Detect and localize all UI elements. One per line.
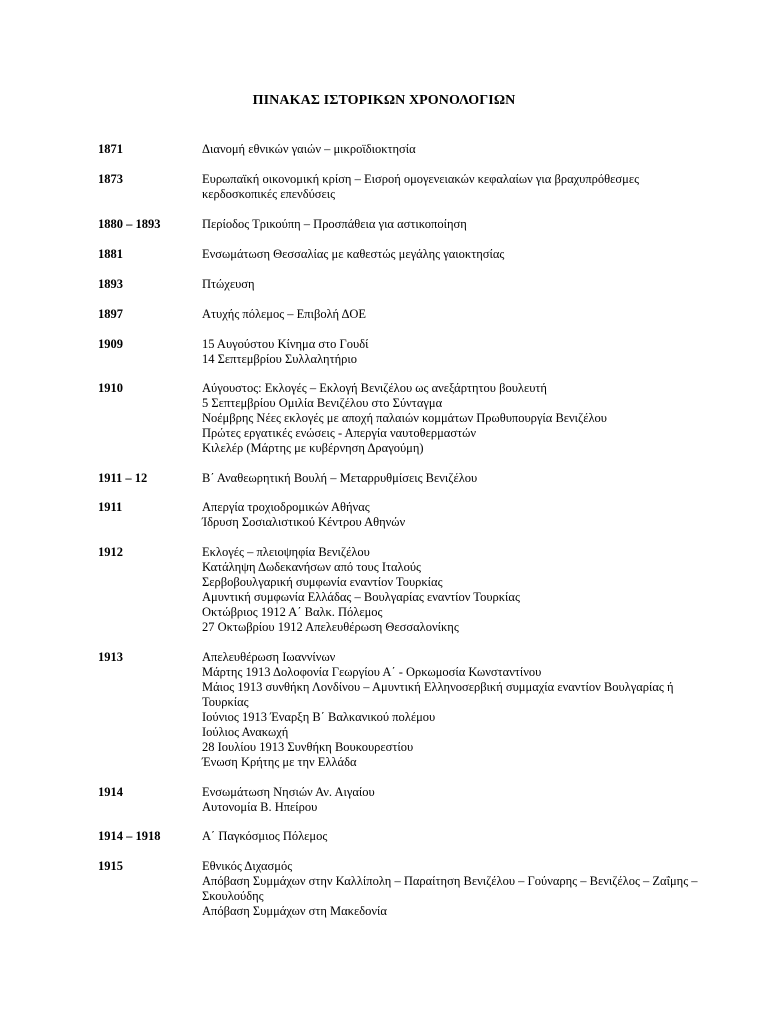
event-line: Απεργία τροχιοδρομικών Αθήνας — [202, 500, 370, 514]
entry-events — [202, 650, 712, 770]
event-line: 27 Οκτωβρίου 1912 Απελευθέρωση Θεσσαλονίκης — [202, 620, 459, 634]
entry-events — [202, 172, 712, 202]
event-line: Β΄ Αναθεωρητική Βουλή – Μεταρρυθμίσεις Βενιζέλου — [202, 471, 478, 485]
entry-events — [202, 381, 712, 456]
event-line: Ενσωμάτωση Νησιών Αν. Αιγαίου — [202, 785, 375, 799]
event-line: Μάρτης 1913 Δολοφονία Γεωργίου Α΄ - Ορκωμοσία Κωνσταντίνου — [202, 665, 542, 679]
event-line: Σκουλούδης — [202, 889, 264, 903]
event-line: 28 Ιουλίου 1913 Συνθήκη Βουκουρεστίου — [202, 740, 414, 754]
entry-year: 1915 — [98, 859, 123, 873]
event-line: Πτώχευση — [202, 277, 255, 291]
event-line: Απόβαση Συμμάχων στην Καλλίπολη – Παραίτηση Βενιζέλου – Γούναρης – Βενιζέλος – Ζαΐμης – — [202, 874, 698, 888]
event-line: Αμυντική συμφωνία Ελλάδας – Βουλγαρίας εναντίον Τουρκίας — [202, 590, 520, 604]
entry-events — [202, 142, 712, 157]
entry-events — [202, 247, 712, 262]
event-line: Ίδρυση Σοσιαλιστικού Κέντρου Αθηνών — [202, 515, 406, 529]
entry-events — [202, 785, 712, 815]
event-line: Μάιος 1913 συνθήκη Λονδίνου – Αμυντική Ελληνοσερβική συμμαχία εναντίον Βουλγαρίας ή — [202, 680, 674, 694]
event-line: Εκλογές – πλειοψηφία Βενιζέλου — [202, 545, 370, 559]
event-line: Οκτώβριος 1912 Α΄ Βαλκ. Πόλεμος — [202, 605, 383, 619]
event-line: Ατυχής πόλεμος – Επιβολή ΔΟΕ — [202, 307, 366, 321]
event-line: Κιλελέρ (Μάρτης με κυβέρνηση Δραγούμη) — [202, 441, 424, 455]
event-line: Ιούνιος 1913 Έναρξη Β΄ Βαλκανικού πολέμου — [202, 710, 436, 724]
entry-year: 1911 — [98, 500, 123, 514]
event-line: 14 Σεπτεμβρίου Συλλαλητήριο — [202, 352, 357, 366]
event-line: Ευρωπαϊκή οικονομική κρίση – Εισροή ομογενειακών κεφαλαίων για βραχυπρόθεσμες — [202, 172, 640, 186]
entry-year: 1873 — [98, 172, 123, 186]
event-line: Νοέμβρης Νέες εκλογές με αποχή παλαιών κομμάτων Πρωθυπουργία Βενιζέλου — [202, 411, 607, 425]
entry-events — [202, 337, 712, 367]
event-line: Σερβοβουλγαρική συμφωνία εναντίον Τουρκίας — [202, 575, 443, 589]
entry-events — [202, 277, 712, 292]
event-line: 5 Σεπτεμβρίου Ομιλία Βενιζέλου στο Σύνταγμα — [202, 396, 443, 410]
entry-year: 1910 — [98, 381, 123, 395]
event-line: Πρώτες εργατικές ενώσεις - Απεργία ναυτοθερμαστών — [202, 426, 476, 440]
event-line: κερδοσκοπικές επενδύσεις — [202, 187, 336, 201]
event-line: Απελευθέρωση Ιωαννίνων — [202, 650, 336, 664]
event-line: Περίοδος Τρικούπη – Προσπάθεια για αστικοποίηση — [202, 217, 467, 231]
event-line: Τουρκίας — [202, 695, 249, 709]
event-line: Ένωση Κρήτης με την Ελλάδα — [202, 755, 357, 769]
event-line: Ιούλιος Ανακωχή — [202, 725, 289, 739]
entry-events — [202, 829, 712, 844]
entry-year: 1914 – 1918 — [98, 829, 161, 843]
entry-year: 1880 – 1893 — [98, 217, 161, 231]
event-line: Αύγουστος: Εκλογές – Εκλογή Βενιζέλου ως ανεξάρτητου βουλευτή — [202, 381, 547, 395]
event-line: Α΄ Παγκόσμιος Πόλεμος — [202, 829, 328, 843]
event-line: Εθνικός Διχασμός — [202, 859, 293, 873]
entry-events — [202, 217, 712, 232]
entry-year: 1911 – 12 — [98, 471, 148, 485]
entry-year: 1909 — [98, 337, 123, 351]
event-line: Ενσωμάτωση Θεσσαλίας με καθεστώς μεγάλης γαιοκτησίας — [202, 247, 505, 261]
entry-year: 1913 — [98, 650, 123, 664]
event-line: 15 Αυγούστου Κίνημα στο Γουδί — [202, 337, 369, 351]
entry-year: 1912 — [98, 545, 123, 559]
entry-events — [202, 307, 712, 322]
entry-year: 1881 — [98, 247, 123, 261]
entry-year: 1871 — [98, 142, 123, 156]
entry-year: 1897 — [98, 307, 123, 321]
entry-events — [202, 471, 712, 486]
entry-events — [202, 545, 712, 635]
event-line: Κατάληψη Δωδεκανήσων από τους Ιταλούς — [202, 560, 422, 574]
entry-events — [202, 500, 712, 530]
event-line: Διανομή εθνικών γαιών – μικροϊδιοκτησία — [202, 142, 416, 156]
entry-year: 1893 — [98, 277, 123, 291]
event-line: Αυτονομία Β. Ηπείρου — [202, 800, 318, 814]
event-line: Απόβαση Συμμάχων στη Μακεδονία — [202, 904, 387, 918]
entry-events — [202, 859, 712, 919]
page-title: ΠΙΝΑΚΑΣ ΙΣΤΟΡΙΚΩΝ ΧΡΟΝΟΛΟΓΙΩΝ — [252, 93, 516, 108]
entry-year: 1914 — [98, 785, 123, 799]
